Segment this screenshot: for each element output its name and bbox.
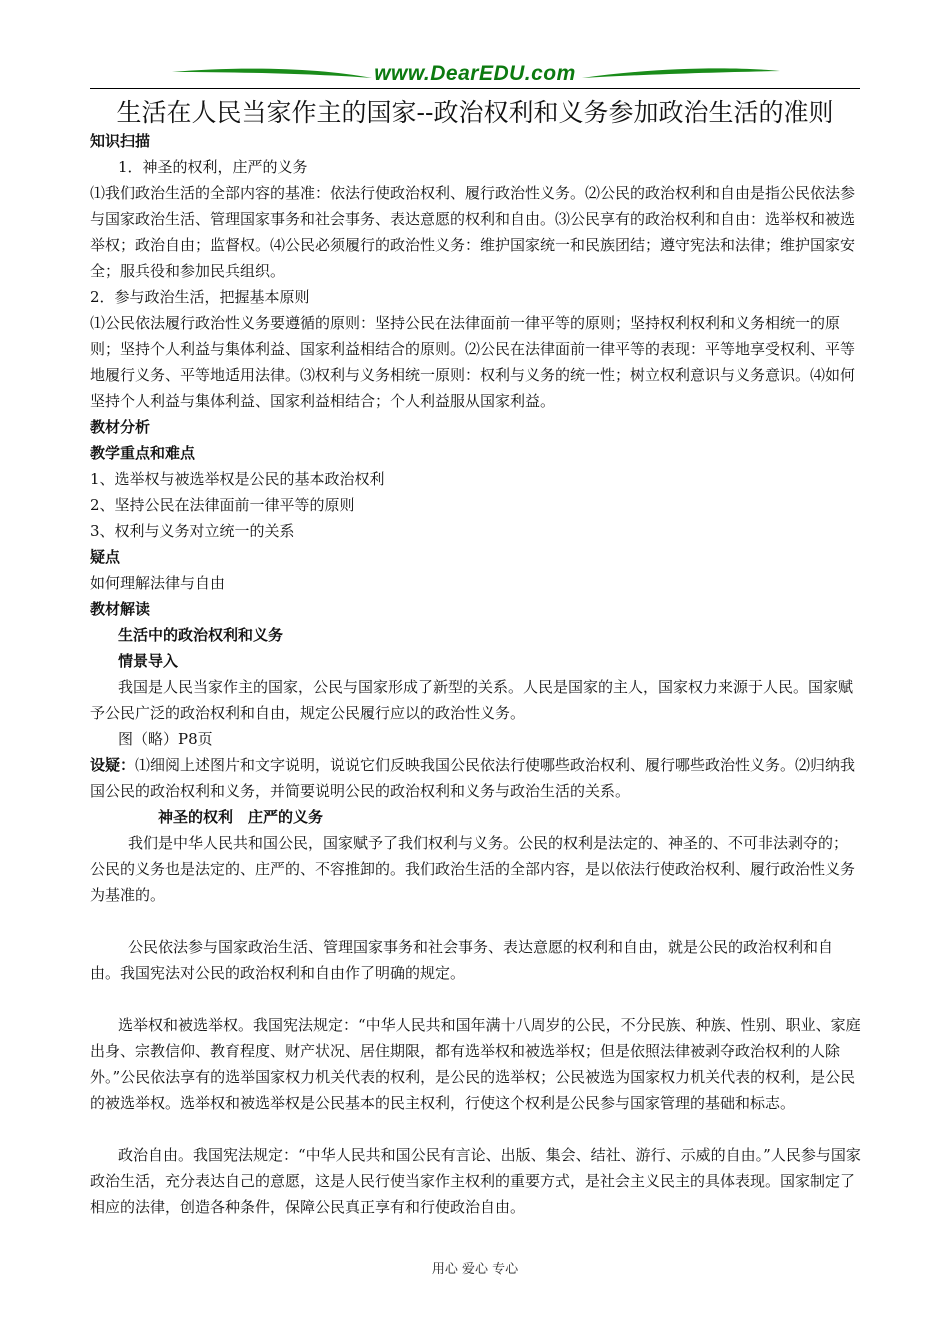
body-paragraph: 选举权和被选举权。我国宪法规定：“中华人民共和国年满十八周岁的公民，不分民族、种族、性别、职业、家庭出身、宗教信仰、教育程度、财产状况、居住期限，都有选举权和被选举权；但是依照法律被剥夺政治权利的人除外。”公民依法享有的选举国家权力机关代表的权利，是公民的选举权；公民被选为国家权力机关代表的权利，是公民的被选举权。选举权和被选举权是公民基本的民主权利，行使这个权利是公民参与国家管理的基础和标志。 (90, 1016, 861, 1112)
section-heading: 知识扫描 (90, 132, 151, 150)
page-title: 生活在人民当家作主的国家--政治权利和义务参加政治生活的准则 (116, 98, 834, 127)
section-heading: 生活中的政治权利和义务 (118, 626, 284, 644)
page-footer: 用心 爱心 专心 (431, 1262, 519, 1277)
body-paragraph: 政治自由。我国宪法规定：“中华人民共和国公民有言论、出版、集会、结社、游行、示威的自由。”人民参与国家政治生活，充分表达自己的意愿，这是人民行使当家作主权利的重要方式，是社会主义民主的具体表现。国家制定了相应的法律，创造各种条件，保障公民真正享有和行使政治自由。 (90, 1146, 861, 1216)
document-body (90, 128, 862, 1220)
body-paragraph: 3、权利与义务对立统一的关系 (90, 522, 295, 540)
section-heading: 神圣的权利 庄严的义务 (158, 808, 324, 826)
body-paragraph: ⑴公民依法履行政治性义务要遵循的原则：坚持公民在法律面前一律平等的原则；坚持权利权利和义务相统一的原则；坚持个人利益与集体利益、国家利益相结合的原则。⑵公民在法律面前一律平等的表现：平等地享受权利、平等地履行义务、平等地适用法律。⑶权利与义务相统一原则：权利与义务的统一性；树立权利意识与义务意识。⑷如何坚持个人利益与集体利益、国家利益相结合；个人利益服从国家利益。 (90, 314, 856, 410)
body-paragraph: 我国是人民当家作主的国家，公民与国家形成了新型的关系。人民是国家的主人，国家权力来源于人民。国家赋予公民广泛的政治权利和自由，规定公民履行应以的政治性义务。 (90, 678, 854, 722)
body-paragraph: 如何理解法律与自由 (90, 574, 226, 592)
site-header (90, 58, 860, 92)
question-paragraph (90, 752, 862, 804)
question-text: ⑴细阅上述图片和文字说明，说说它们反映我国公民依法行使哪些政治权利、履行哪些政治性义务。⑵归纳我国公民的政治权利和义务，并简要说明公民的政治权利和义务与政治生活的关系。 (90, 756, 856, 800)
header-rule (90, 88, 860, 89)
body-paragraph: 2．参与政治生活，把握基本原则 (90, 288, 310, 306)
section-heading: 情景导入 (118, 652, 179, 670)
section-heading: 疑点 (90, 548, 121, 566)
body-paragraph: 图（略）P8页 (118, 730, 213, 748)
body-paragraph: ⑴我们政治生活的全部内容的基准：依法行使政治权利、履行政治性义务。⑵公民的政治权利和自由是指公民依法参与国家政治生活、管理国家事务和社会事务、表达意愿的权利和自由。⑶公民享有的政治权利和自由：选举权和被选举权；政治自由；监督权。⑷公民必须履行的政治性义务：维护国家统一和民族团结；遵守宪法和法律；维护国家安全；服兵役和参加民兵组织。 (90, 184, 856, 280)
paragraph-gap (90, 908, 862, 934)
question-label: 设疑： (90, 756, 136, 774)
body-paragraph: 2、坚持公民在法律面前一律平等的原则 (90, 496, 355, 514)
body-paragraph: 1、选举权与被选举权是公民的基本政治权利 (90, 470, 385, 488)
body-paragraph: 1．神圣的权利，庄严的义务 (118, 158, 308, 176)
body-paragraph: 公民依法参与国家政治生活、管理国家事务和社会事务、表达意愿的权利和自由，就是公民的政治权利和自由。我国宪法对公民的政治权利和自由作了明确的规定。 (90, 938, 834, 982)
paragraph-gap (90, 1116, 862, 1142)
section-heading: 教材解读 (90, 600, 151, 618)
section-heading: 教学重点和难点 (90, 444, 196, 462)
section-heading: 教材分析 (90, 418, 151, 436)
body-paragraph: 我们是中华人民共和国公民，国家赋予了我们权利与义务。公民的权利是法定的、神圣的、不可非法剥夺的；公民的义务也是法定的、庄严的、不容推卸的。我们政治生活的全部内容，是以依法行使政治权利、履行政治性义务为基准的。 (90, 834, 856, 904)
site-logo-text[interactable]: www.DearEDU.com (374, 62, 576, 85)
paragraph-gap (90, 986, 862, 1012)
